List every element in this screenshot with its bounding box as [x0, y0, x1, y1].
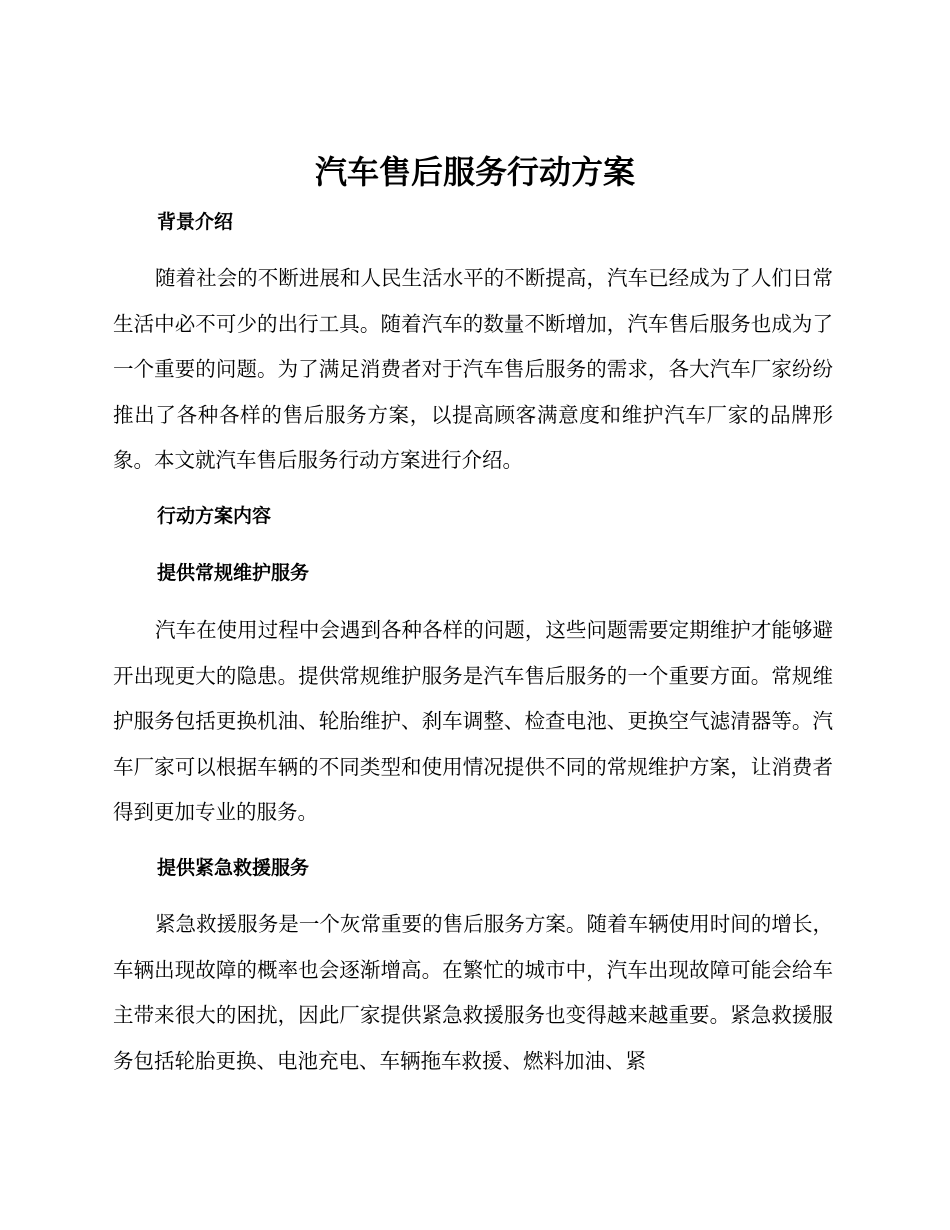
- section-heading-background: 背景介绍: [157, 211, 234, 233]
- section-heading-emergency-rescue: 提供紧急救援服务: [157, 857, 310, 879]
- paragraph-background: 随着社会的不断进展和人民生活水平的不断提高，汽车已经成为了人们日常生活中必不可少的出行工具。随着汽车的数量不断增加，汽车售后服务也成为了一个重要的问题。为了满足消费者对于汽车售后服务的需求，各大汽车厂家纷纷推出了各种各样的售后服务方案，以提高顾客满意度和维护汽车厂家的品牌形象。本文就汽车售后服务行动方案进行介绍。: [113, 266, 833, 472]
- document-title: 汽车售后服务行动方案: [314, 153, 635, 191]
- section-heading-action-plan: 行动方案内容: [157, 505, 272, 527]
- section-heading-routine-maintenance: 提供常规维护服务: [157, 562, 310, 584]
- paragraph-emergency-rescue: 紧急救援服务是一个灰常重要的售后服务方案。随着车辆使用时间的增长，车辆出现故障的概率也会逐渐增高。在繁忙的城市中，汽车出现故障可能会给车主带来很大的困扰，因此厂家提供紧急救援服务也变得越来越重要。紧急救援服务包括轮胎更换、电池充电、车辆拖车救援、燃料加油、紧: [113, 912, 833, 1073]
- paragraph-routine-maintenance: 汽车在使用过程中会遇到各种各样的问题，这些问题需要定期维护才能够避开出现更大的隐患。提供常规维护服务是汽车售后服务的一个重要方面。常规维护服务包括更换机油、轮胎维护、刹车调整、检查电池、更换空气滤清器等。汽车厂家可以根据车辆的不同类型和使用情况提供不同的常规维护方案，让消费者得到更加专业的服务。: [113, 618, 833, 824]
